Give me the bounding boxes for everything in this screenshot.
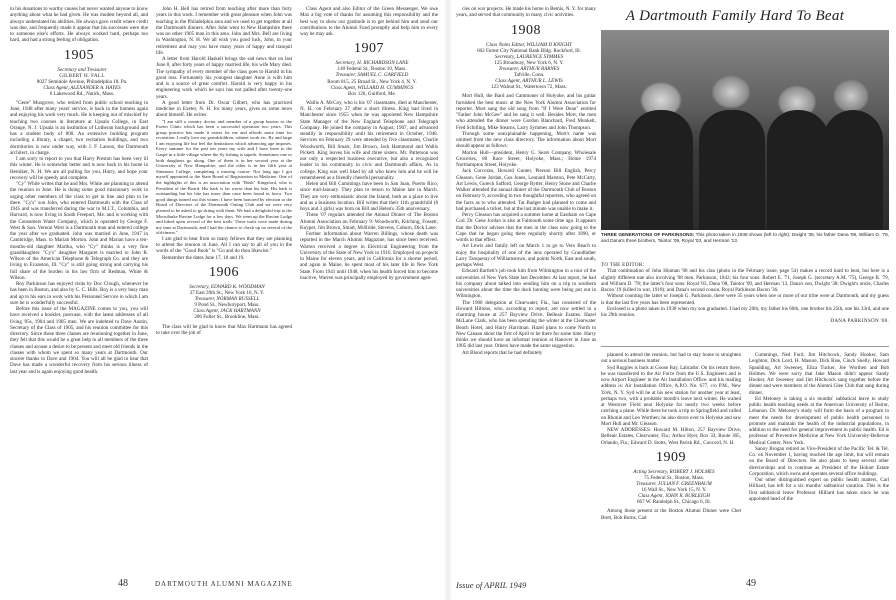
news-paragraph: Before this issue of the MAGAZINE comes to you, you will have received a booklet, postcase, with the latest addresses of all living '05s, 1904 and 1905 men. We are indebted to Dave Austin, Secretary of the Class of 1905, and his reunion committee for this directory. Since these three classes are reunioning together in June, they felt that this would be a great help to all members of the three classes and arouse a desire to be present and meet old friends in the classes with whom we spent so many years at Dartmouth. Our sincere thanks to Dave and 1904. You will all be glad to hear that Dave has made a wonderful recovery from his serious illness of last year and is again enjoying good health.	[10, 306, 148, 375]
treasurer-address: Room 815, 25 Broad St., New York 4, N. Y.	[327, 78, 417, 85]
class-year-heading: 1907	[354, 41, 384, 57]
letter-paragraph: Enclosed is a photo taken in 1938 when my son graduated. I had my 20th, my father his 60th, one brother his 25th, one his 33rd, and one his 29th reunion.	[601, 305, 889, 318]
news-paragraph: Art Lewis and family left on March 1 to go to Vero Beach to enjoy the hospitality of one of the inns operated by Grandfather Larry Tanqueray of Williamstown, and points North, East and south, perhaps West.	[456, 243, 596, 268]
editor-line: Class Notes Editor, WILLIAM D KNIGHT	[485, 41, 573, 48]
caption-text: This photo taken in 1938 shows (left to right): Dwight '38, his father Dana '08, William D. '78, and Dana's three brothers, Taintor '09, Royal '03, and Herman '13.	[601, 232, 890, 243]
agent-address: Box 126, Guilford, Me.	[347, 90, 397, 97]
magazine-name-footer: DARTMOUTH ALUMNI MAGAZINE	[155, 580, 293, 588]
person-silhouette	[823, 110, 883, 230]
secretary-address: 75 Federal St., Boston, Mass.	[644, 474, 704, 481]
agent-address: 667 W. Randolph St., Chicago 6, Ill.	[636, 499, 711, 506]
family-photo	[601, 30, 889, 230]
person-silhouette	[767, 110, 829, 230]
agent-line: Class Agent, JOHN R. BURLEIGH	[638, 493, 710, 500]
secretary-line: Secretary, LAURENCE SYMMES	[494, 53, 564, 60]
agent-line: Class Agent, WILLARD H. CUMMINGS	[330, 84, 414, 91]
right-col-1	[456, 6, 596, 572]
treasurer-address: 9 Pond St., Newburyport, Mass.	[194, 302, 260, 309]
letter-salutation: TO THE EDITOR:	[601, 262, 645, 268]
left-col-3	[300, 6, 438, 572]
news-paragraph: Edward Bartlett's job took him from Wilmington to a tour of the universities of New York State last December. At last report, he had his company about talked into sending him on a trip to southern universities about the time the duck hunting were being put out in Wilmington.	[456, 268, 596, 300]
photo-caption	[601, 232, 889, 244]
left-col-1	[10, 6, 148, 572]
class-year-heading: 1909	[656, 449, 686, 465]
news-paragraph: I am glad to hear from so many fellows that they are planning to attend the reunion in June. All I can say to all of you in the words of the "Good Book" is "Go and do thou likewise."	[156, 235, 292, 255]
news-paragraph: The 1908 delegation at Clearwater, Fla., has consisted of the Howard Hiltons, who, according to report, are now settled in a charming house at 257 Bayview Drive, Belleair Estates. Hazel McLane Clark, who has been spending the winter at the Clearwater Beach Hotel, and Harry Harriman. Hazel plans to come North to New Canaan about the first of April to be there for some time. Harry thinks we should have an informal reunion at Hanover in June as 1905 did last year. Others have made the same suggestion.	[456, 299, 596, 350]
treasurer-line: Treasurer, NORMAN RUSSELL	[194, 296, 260, 303]
news-paragraph: A letter from Harold Haskell brings the sad news that on last June 8, after forty years of happy married life, his wife Mary died. The sympathy of every member of the class goes to Harold in his great loss. Fortunately his youngest daughter Anne is with him and is a source of great comfort. Harold is very happy in his engineering work which he says has not palled after twenty-one years.	[156, 56, 292, 100]
agent-address: 123 Walnut St., Watertown 72, Mass.	[491, 84, 567, 91]
issue-footer: Issue of APRIL 1949	[456, 580, 527, 590]
news-paragraph: "Cy" White writes that he and Mrs. White are planning to attend the reunion in June. He is doing some good missionary work in urging other members of the class to get in line and plan to be there. "Cy's" son John, who entered Dartmouth with the Class of 1945 and was transferred during the war to M.I.T., Columbia, and Harvard, is now living in South Freeport, Me. and is working with the Consumers Water Company, which is operated by George F. West & Son. Vernon West is a Dartmouth man and entered college the year after we graduated. John was married in June, 1947 in Cambridge, Mass. to Marian Morton. John and Marian have a ten-months-old daughter Martha, who "Cy" thinks is a very fine granddaughter. "Cy's" daughter Margaret is married to John R. Wilson of the American Telephone & Telegraph Co. and they are living in Evanston, Ill. "Cy" is still going strong and carrying his full share of the burden in his law firm of Redman, White & Wilson.	[10, 181, 148, 281]
secretary-address: 37 East 39th St., New York 16, N. Y.	[189, 290, 265, 297]
news-paragraph: Roy Parkinson has enjoyed visits by Doc Clough, whenever he has been in Boston, and also by C. C. Hills. Roy is a very busy man and up to his ears in work with his Personnel Service in which I am sure he is wonderfully successful.	[10, 281, 148, 306]
class-year-heading: 1906	[209, 264, 239, 280]
news-paragraph: The class will be glad to know that Max Hartmann has agreed to take over the job of	[156, 323, 292, 336]
news-paragraph: Art Blood reports that he had definitely	[462, 349, 543, 356]
person-silhouette	[629, 110, 693, 230]
article-headline: A Dartmouth Family Hard To Beat	[625, 8, 845, 24]
agent-title: Class Agent, ALEXANDER A. HAYES	[43, 84, 121, 91]
secretary-title: Secretary and Treasurer	[57, 66, 107, 73]
right-col-3	[749, 352, 889, 574]
news-paragraph: cies on war projects. He made his home in Bemis, N. Y. for many years, and served that community in many civic activities.	[456, 6, 596, 19]
news-paragraph: A good letter from Dr. Oscar Gilbert, who has practiced medicine in Exeter, N. H. for many years, gives us some news about himself. He writes:	[156, 99, 292, 119]
caption-lead: THREE GENERATIONS OF PARKINSONS:	[601, 232, 695, 237]
secretary-address: 8027 Seminole Avenue, Philadelphia 18, Pa.	[36, 78, 128, 85]
news-paragraph: Through some unexplainable happening, Mort's name was omitted from the new class directory. The information about Mort should appear as follows:	[456, 130, 596, 150]
left-page	[0, 0, 446, 600]
page-number: 49	[746, 578, 756, 589]
news-paragraph: Sanoy Brogan retired as Vice-President of the Pacific Tel. & Tel. Co. on November 1, having reached the age limit, but will remain on the Board of Directors. He also plans to keep several other directorships and to continue as President of the Hobart Estate Corporation, which owns and operates several office buildings.	[749, 445, 889, 477]
news-paragraph: I am sorry to report to you that Harry Preston has been very ill this winter. He is somewhat better and is now back in his home in Hemiker, N. H. We are all pulling for you, Harry, and hope your recovery will be speedy and complete.	[10, 156, 148, 181]
treasurer-line: Treasurer, JULIAN F. GREENBAUM	[636, 480, 712, 487]
news-paragraph: Wallis A. McCoy, who is his '07 classmates, died at Manchester, N. H., on February 27 after a short illness. King had lived in Manchester since 1955 when he was appointed New Hampshire State Manager of the New England Telephone and Telegraph Company. He joined the company in August, 1907, and advanced steadily in responsibility until his retirement in October, 1948. Services on February 29 were attended by five classmates, Charlie Woodworth, Bill Smart, Jim Brown, Jack Hammond and Wallis Pickett. King leaves his wife and three sisters. Mr. Patterson was not only a respected business executive, but also a recognized leader in his community in civic and Dartmouth affairs. As in college, King was well liked by all who knew him and he will be remembered as a friendly cheerful personality.	[300, 99, 438, 181]
agent-address: 6 Lakewood Rd., Natick, Mass.	[49, 90, 115, 97]
news-paragraph: Class Agent and also Editor of the Green Messenger. We owe Max a big vote of thanks for assuming this responsibility and the best way to show our gratitude is to get behind him and send our contributions to the Alumni Fund promptly and help him in every way he may ask.	[300, 6, 438, 37]
class-year-heading: 1905	[64, 47, 94, 63]
news-paragraph: John H. Bell has retired from teaching after more than forty years in this work. I remember with great pleasure when John was teaching in the Philadelphia area and we used to get together at all the Dartmouth dinners. After John went to New Hampshire there was no other 1905 man in this area. John and Mrs. Bell are living in Washington, N. H. We all wish you good luck, John, in your retirement and may you have many years of happy and tranquil life.	[156, 6, 292, 56]
news-paragraph: Jack Corcoran, Howard Gunter, Pierson Bill English, Percy Gleason, Gene Jordan, Gus Jones, Leonard Marston, Pete McCarty, Art Lewis, Gurech Safford, George Rytter, Henry Stone and Charlie Walker attended the annual dinner of the Dartmouth Club of Boston on February 9, according to two thoughtful reporters, who agreed on the facts as to who attended. Tat Badger had planned to come and had purchased a ticket, but at the last minute was unable to make it.	[456, 168, 596, 212]
news-paragraph: "Gene" Musgrove, who retired from public school teaching in June, 1948 after many years' service, is back in the harness again and enjoying his work very much. He is keeping out of mischief by teaching two courses in literature at Upsala College, in East Orange, N. J. Upsala is an institution of Lutheran background and has a student body of 800. An extensive building program including a library, a chapel, two recitation buildings, and two dormitories is now under way, with J. F. Larson, the Dartmouth architect, in charge.	[10, 99, 148, 156]
agent-line: Class Agent, ARTHUR L. LEWIS	[495, 78, 563, 85]
page-number: 48	[118, 578, 128, 589]
letter-signature: DANA PARKINSON '08.	[830, 318, 889, 325]
secretary-line: Secretary, H. RICHARDSON LANE	[335, 60, 409, 67]
secretary-address: 125 Broadway, New York 6, N. Y.	[494, 59, 564, 66]
news-paragraph: Further information about Warren Billings, whose death was reported in the March Alumni Magazine, has since been received. Warren received a degree in Electrical Engineering from the University of the State of New York in 1916. Employed on projects in Maine for eleven years, and in California for a shorter period, and again in Maine, he spent most of his later life in New York State. From 1941 until 1948, when his health forced him to become inactive, Warren was principally employed by government agen-	[300, 231, 438, 281]
news-paragraph: Remember the dates June 17, 18 and 19.	[162, 254, 245, 261]
news-paragraph: Syd Ruggles is back at Goose Bay, Labrador. On his return there, he was transferred to the Air Force from the U.S. Engineers and is now Airport Engineer in the Air Installation Office, and his mailing address is: Air Installation Office, A.P.O. No. 677, c/o P.M., New York, N. Y. Syd will be at his new station for another year at least, perhaps two, with a probable month's leave next winter. He waited at Westover Field near Holyoke for nearly two weeks before catching a plane. While there he took a trip to Springfield and called on Rhonie and Leo Worthen; he also drove over to Holyoke and saw Mort Hull and Mr. Gleason.	[601, 364, 741, 427]
news-paragraph: Percy Gleason has acquired a summer home at Eastham on Cape Cod. Dr. Gene Jordan is also at Falmouth some time ago. It appears that the Doctor advises that the men in the class now going to the Cape that he began going there regularly shortly after 1890, or words to that effect.	[456, 212, 596, 243]
letter-to-editor	[601, 262, 889, 325]
news-paragraph: Ed Meloney is taking a six months' sabbatical leave to study public health teaching needs at the American University of Beirut, Lebanon. Dr. Meloney's study will form the basis of a program to meet the needs for development of public health personnel to promote and maintain the health of the industrial populations, in addition to the need for general improvement in public health. Ed is professor of Preventive Medicine at New York University-Bellevue Medical Center, New York.	[749, 395, 889, 446]
news-paragraph: Helen and Bill Cummings have been in San Juan, Puerto Rico, since mid-January. They plan to return to Maine late in March. They are very enthusiastic about the Island, both as a place to live and as a business location. Bill writes that their 11th grandchild (8 boys and 3 girls) was born on Bill and Helen's 35th anniversary.	[300, 181, 438, 213]
treasurer-line: Treasurer, ARTHUR BARNES	[498, 65, 560, 72]
right-col-2	[601, 352, 741, 574]
news-paragraph: Mort Hull, the Bard and Cammoner of Holyoke, and his guitar furnished the best music at the New York Alumni Association for reporter. Mort sang the old song from "If I Were Dean" entitled "Father John McGee" and he sang it well. Besides Mort, the men who attended the dinner were Gordon Blanchard, Fred Munkelt, Fred Schilling, Mike Stearns, Larry Symmes and John Thompson.	[456, 93, 596, 131]
treasurer-line: Treasurer, SAMUEL C. GARFIELD	[335, 72, 409, 79]
news-paragraph: These '07 regulars attended the Annual Dinner of The Boston Alumni Association on February 9: Woodworth, Kitching, Fossett, Kuyper, Jim Brown, Smart, McBride, Stevens, Coburn, Dick Lane.	[300, 212, 438, 231]
secretary-address: 140 Federal St., Boston 10, Mass.	[337, 66, 407, 73]
secretary-line: Acting Secretary, ROBERT J. HOLMES	[633, 468, 715, 475]
intro-paragraph: in his donations to worthy causes but never wanted anyone to know anything about what he had given. He was modest beyond all, and always understated his abilities. He always gave credit where credit was due, and frequently made it appear that his successes were due to someone else's efforts. He always worked hard, perhaps too hard, and had a strong feeling of obligation.	[10, 6, 148, 44]
left-col-2	[156, 6, 292, 572]
agent-line: Class Agent, JACK HARTMANN	[193, 308, 261, 315]
treasurer-address: Tafville, Conn.	[513, 71, 545, 78]
news-paragraph: Among those present at the Boston Alumni Dinner were Chet Brett, Bob Burns, Cad	[601, 508, 741, 521]
news-paragraph: planned to attend the reunion, but had to stay home to straighten out a serious business matter.	[601, 352, 741, 365]
letter-paragraph: Without counting the latter or Joseph G. Parkinson, there were 35 years when one or more of our tribe were at Dartmouth, and my guess is that the last five years has been represented.	[601, 293, 889, 306]
news-paragraph: Morton Hull—president, Henry G. Sears Company, Wholesale Groceries, 80 Race Street, Holyoke, Mass.; Home 1974 Northampton Street, Holyoke.	[456, 149, 596, 168]
person-silhouette	[699, 110, 765, 230]
news-paragraph: Cummings, Ned Ford, Jim Hitchcock, Sandy Hooker, Sam Leighton, Dick Lord, H. Masure, Dick Rise, Cinch Snelly, Howard Spaulding, Art Sweeney, Eliza Tucker, Joe Worthen and Bob Holmes. We were sorry that Jake Mason didn't appear. Sandy Hooker, Art Sweeney and Jim Hitchcock sang together before the dinner and were members of the Alumni Glee Club that sang during dinner.	[749, 352, 889, 396]
news-paragraph: NEW ADDRESSES: Howard M. Hilton, 257 Bayview Drive, Belleair Estates, Clearwater, Fla.; Arthur Hyer, Box 33, Route 305, Orlando, Fla.; Edward D. Stotts, West Parish Rd., Concord, N. H.	[601, 427, 741, 446]
divider	[601, 346, 889, 347]
news-paragraph: Our other distinguished expert on public health matters, Carl Hilliard, has left for a six months' sabbatical vacation. This is the first sabbatical leave Professor Hilliard has taken since he was appointed head of the	[749, 477, 889, 502]
letter-paragraph: That combination of John Hinman '08 and his clan (photo in the February issue, page 54) makes a record hard to beat, but here is a slightly different one also involving '08 men. Parkinson, 1842; his four sons: Robert E. '71, Joseph G. (secretary A.M. '75), George B. '79, and William D. '78; the latter's four sons: Royal '03, Dana '08, Taintor '09, and Herman '13. Dana's son, Dwight '38; Dwight's uncle, Charles Bacon '19 (killed in war, 1918); and Dana's second cousin, Royal Parkinson Bacon '36.	[601, 268, 889, 293]
agent-address: 206 Fuller St., Brookline, Mass.	[194, 314, 260, 321]
secretary-line: Secretary, EDWARD K. WOODMAN	[189, 283, 265, 290]
class-year-heading: 1908	[511, 22, 541, 38]
treasurer-address: 16 Wall St., New York 15, N. Y.	[641, 487, 707, 494]
editor-address: 602 Forest City National Bank Bldg. Rockford, Ill.	[477, 47, 581, 54]
secretary-name: GILBERT H. FALL	[59, 72, 105, 79]
quoted-letter: "I am still a country doctor and member of a group known as the Exeter Clinic which has been a successful operation two years. This group practice has made it easier for me and affords more time for recreation. I really love my grandchildren, cabinet work etc. By and large I am enjoying life but feel the limitations which advancing age imposes. Every summer for the past ten years my wife and I have been to the Gaspé in a little village where the fly fishing is superb. Sometimes one or both daughters go along. One of them is in her second year at the University of New Hampshire, and the other is in her fifth year at Simmons College, completing a nursing course. Not long ago I got myself appointed to the State Board of Registration in Medicine. One of the highlights of this is an association with "Bush" Kingsford, who is President of the Board. His bark is far worse than his bite. His bark is outstanding but his bite has more than once been found in favor. Two good things turned out this winter. I have been honored by election to the Board of Directors of the Dartmouth Outing Club and we were very pleased to be asked to go skiing with them. We had a delightful trip to the Moosilauke Ravine Lodge for a few days. We went up the Ravine Lodge and hiked upon several of the best trails. These trails were made during my time at Dartmouth, and I had the chance to check up on several of the old-timers."	[156, 118, 292, 236]
